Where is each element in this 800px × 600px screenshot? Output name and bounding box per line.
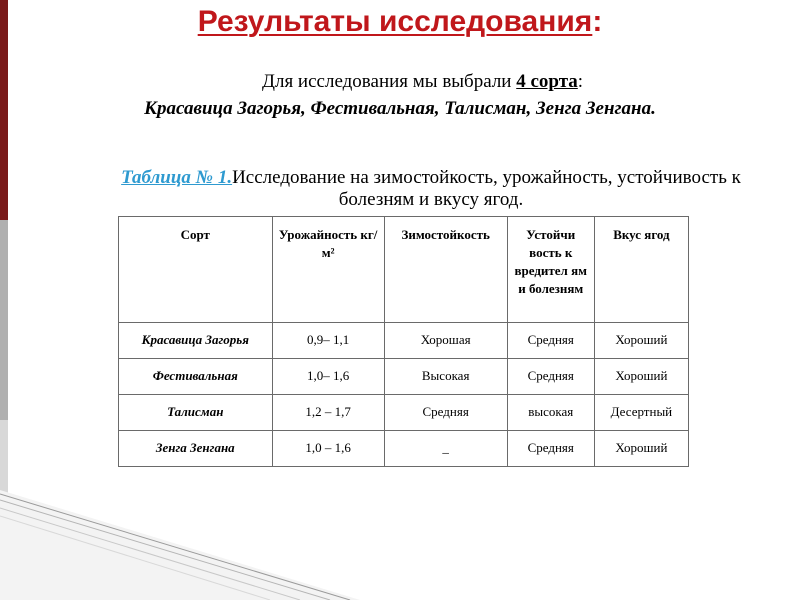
table-row xyxy=(119,359,689,395)
cell-resistance: Средняя xyxy=(507,323,594,359)
cell-yield: 0,9– 1,1 xyxy=(272,323,384,359)
cell-variety: Красавица Загорья xyxy=(119,323,273,359)
cell-yield: 1,0 – 1,6 xyxy=(272,431,384,467)
cell-taste: Хороший xyxy=(594,323,688,359)
page-title xyxy=(0,4,800,40)
decorative-slant-lines xyxy=(0,490,800,600)
intro-after: : xyxy=(577,71,584,92)
table-caption-text: Исследование на зимостойкость, урожайность, устойчивость к болезням и вкусу ягод. xyxy=(232,167,741,210)
varieties-line: Красавица Загорья, Фестивальная, Талисман, Зенга Зенгана. xyxy=(144,98,656,119)
header-variety: Сорт xyxy=(119,217,273,323)
cell-yield: 1,0– 1,6 xyxy=(272,359,384,395)
cell-variety: Зенга Зенгана xyxy=(119,431,273,467)
cell-resistance: Средняя xyxy=(507,431,594,467)
header-yield: Урожайность кг/м² xyxy=(272,217,384,323)
cell-taste: Десертный xyxy=(594,395,688,431)
intro-line xyxy=(262,70,583,94)
intro-highlight: 4 сорта xyxy=(516,71,578,92)
cell-resistance: Средняя xyxy=(507,359,594,395)
header-resistance: Устойчи вость к вредител ям и болезням xyxy=(507,217,594,323)
cell-yield: 1,2 – 1,7 xyxy=(272,395,384,431)
cell-resistance: высокая xyxy=(507,395,594,431)
table-header-row xyxy=(119,217,689,323)
table-row xyxy=(119,395,689,431)
header-winter-hardiness: Зимостойкость xyxy=(384,217,507,323)
table-row xyxy=(119,431,689,467)
cell-winter-hardiness: Высокая xyxy=(384,359,507,395)
page-title-colon: : xyxy=(592,5,603,38)
table-caption xyxy=(86,167,776,211)
cell-taste: Хороший xyxy=(594,359,688,395)
cell-winter-hardiness: Средняя xyxy=(384,395,507,431)
page-title-text: Результаты исследования xyxy=(197,5,593,38)
table-row xyxy=(119,323,689,359)
results-table xyxy=(118,216,689,467)
header-taste: Вкус ягод xyxy=(594,217,688,323)
intro-before: Для исследования мы выбрали xyxy=(262,71,517,92)
cell-winter-hardiness: Хорошая xyxy=(384,323,507,359)
table-caption-link[interactable]: Таблица № 1. xyxy=(121,167,233,188)
cell-variety: Талисман xyxy=(119,395,273,431)
cell-variety: Фестивальная xyxy=(119,359,273,395)
cell-taste: Хороший xyxy=(594,431,688,467)
cell-winter-hardiness: _ xyxy=(384,431,507,467)
